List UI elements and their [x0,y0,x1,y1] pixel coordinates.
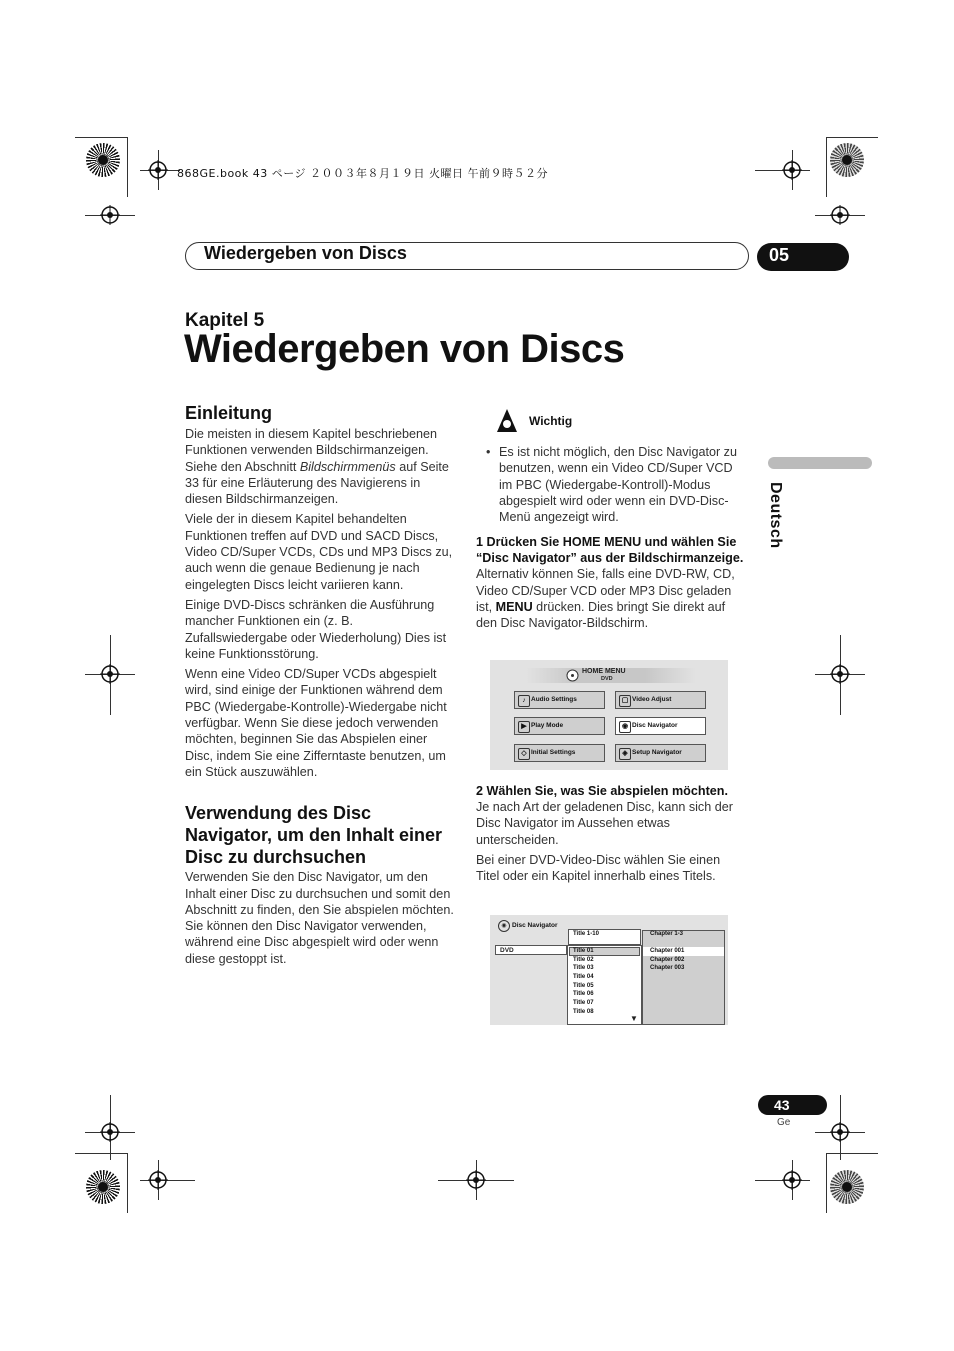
registration-mark-icon [148,160,168,180]
settings-icon: ◇ [518,748,530,760]
registration-mark-icon [782,1170,802,1190]
print-job-line: 868GE.book 43 ページ ２００３年８月１９日 火曜日 午前９時５２分 [177,167,549,180]
menu-button-initial-settings[interactable] [514,744,605,762]
title-item[interactable]: Title 03 [573,965,594,971]
home-menu-screenshot [490,660,728,770]
video-icon: ▢ [619,695,631,707]
step-1-heading: 1 Drücken Sie HOME MENU und wählen Sie “Disc Navigator” aus der Bildschirmanzeige. [476,535,744,566]
page-title: Wiedergeben von Discs [184,327,625,371]
star-target-icon [86,143,120,177]
right-column [476,408,746,636]
important-callout [476,408,746,442]
page-number-badge [758,1095,827,1115]
registration-mark-icon [148,1170,168,1190]
section-heading-navigator: Verwendung des Disc Navigator, um den Inhalt einer Disc zu durchsuchen [185,803,443,868]
registration-mark-icon [830,205,850,225]
disc-icon [566,669,579,682]
paragraph: Wenn eine Video CD/Super VCDs abgespielt wird, sind einige der Funktionen während dem PBC (Wiedergabe-Kontrolle)-Wiedergabe nicht verfügbar. Wenn Sie diese jedoch verwenden möchten, beginnen Sie das Abspielen einer Disc, indem Sie eine Zifferntaste benutzen, um ein Stück auszuwählen. [185,667,447,779]
paragraph: Verwenden Sie den Disc Navigator, um den Inhalt einer Disc zu durchsuchen und somit den Abschnitt zu finden, den Sie abspielen möchten. Sie können den Disc Navigator verwenden, während eine Disc abgespielt wird oder wenn diese gestoppt ist. [185,870,454,966]
disc-icon: ◉ [619,721,631,733]
registration-mark-icon [830,1122,850,1142]
title-item[interactable]: Title 04 [573,974,594,980]
chapter-panel [642,930,725,1025]
speaker-icon: ♪ [518,695,530,707]
menu-button-label: Setup Navigator [632,749,682,756]
text-run: Alternativ können Sie, falls eine DVD-RW, CD, Video CD/Super VCD oder MP3 Disc geladen ist, [476,567,735,615]
star-target-icon [830,1170,864,1204]
registration-mark-icon [100,205,120,225]
registration-mark-icon [782,160,802,180]
registration-mark-icon [100,664,120,684]
intro-text [185,426,457,780]
chapter-item[interactable]: Chapter 002 [650,957,685,963]
star-target-icon [830,143,864,177]
bullet-icon: • [486,445,491,459]
menu-button-setup-navigator[interactable] [615,744,706,762]
menu-button-play-mode[interactable] [514,717,605,735]
left-column [185,402,457,971]
text-run: auf Seite 33 für eine Erläuterung des Navigierens in diesen Bildschirmanzeigen. [185,459,449,507]
chapter-number: 05 [769,245,790,265]
language-label: Deutsch [767,482,784,549]
registration-mark-icon [466,1170,486,1190]
chapter-range: Chapter 1-3 [650,931,684,937]
title-item[interactable]: Title 01 [573,948,594,954]
play-icon: ▶ [518,721,530,733]
menu-button-video-adjust[interactable] [615,691,706,709]
bullet-text: Es ist nicht möglich, den Disc Navigator zu benutzen, wenn ein Video CD/Super VCD im PBC (Wiedergabe-Kontroll)-Modus abgespielt wird oder wenn ein DVD-Disc-Menü angezeigt wird. [499,445,737,525]
step-2 [476,783,746,888]
step-1-body [476,566,746,631]
star-target-icon [86,1170,120,1204]
registration-mark-icon [100,1122,120,1142]
title-item[interactable]: Title 02 [573,957,594,963]
paragraph [185,426,457,507]
menu-button-label: Disc Navigator [632,722,678,729]
registration-mark-icon [830,664,850,684]
chapter-item[interactable]: Chapter 001 [650,948,685,954]
menu-button-label: Play Mode [531,722,564,729]
language-tab [768,457,872,469]
scroll-down-arrow-icon[interactable]: ▼ [630,1014,638,1023]
paragraph: Bei einer DVD-Video-Disc wählen Sie einen Titel oder ein Kapitel innerhalb eines Titels. [476,852,721,884]
text-run: drücken. Dies bringt Sie direkt auf den Disc Navigator-Bildschirm. [476,600,726,631]
important-bullet [476,444,746,525]
home-menu-subtitle: DVD [601,676,613,682]
menu-button-audio-settings[interactable] [514,691,605,709]
disc-type-field[interactable]: DVD [495,945,567,955]
menu-key-label: MENU [495,600,533,615]
language-code: Ge [777,1117,791,1128]
title-item[interactable]: Title 06 [573,991,594,997]
title-item[interactable]: Title 05 [573,983,594,989]
paragraph: Einige DVD-Discs schränken die Ausführung mancher Funktionen ein (z. B. Zufallswiedergabe oder Wiederholung) Dies ist keine Funktionsstörung. [185,597,447,661]
section-heading-intro: Einleitung [185,403,272,423]
running-header-title: Wiedergeben von Discs [204,243,407,263]
home-menu-title: HOME MENU [582,668,626,675]
menu-button-disc-navigator[interactable] [615,717,706,735]
title-range: Title 1-10 [573,931,599,937]
warning-hand-icon [496,408,518,434]
title-item[interactable]: Title 08 [573,1009,594,1015]
menu-button-label: Audio Settings [531,696,577,703]
paragraph: Je nach Art der geladenen Disc, kann sich der Disc Navigator im Aussehen etwas unterscheiden. [476,800,733,847]
disc-navigator-screenshot [490,915,728,1025]
disc-navigator-title: Disc Navigator [512,922,558,929]
setup-icon: ◈ [619,748,631,760]
step-2-heading: 2 Wählen Sie, was Sie abspielen möchten. [476,784,728,798]
menu-button-label: Initial Settings [531,749,576,756]
chapter-item[interactable]: Chapter 003 [650,965,685,971]
title-item[interactable]: Title 07 [573,1000,594,1006]
page-number: 43 [774,1097,790,1113]
italic-term: Bildschirmmenüs [299,459,396,474]
text-run: Die meisten in diesem Kapitel beschriebenen Funktionen verwenden Bildschirmanzeigen. Siehe den Abschnitt [185,427,438,474]
paragraph: Viele der in diesem Kapitel behandelten Funktionen treffen auf DVD und SACD Discs, Video CD/Super VCDs, CDs und MP3 Discs zu, auch wenn die genaue Bedienung je nach eingelegten Discs leicht variieren kann. [185,512,453,592]
menu-button-label: Video Adjust [632,696,672,703]
important-label: Wichtig [529,414,573,428]
disc-icon: ◉ [498,920,510,932]
chapter-label: Kapitel 5 [185,310,265,331]
